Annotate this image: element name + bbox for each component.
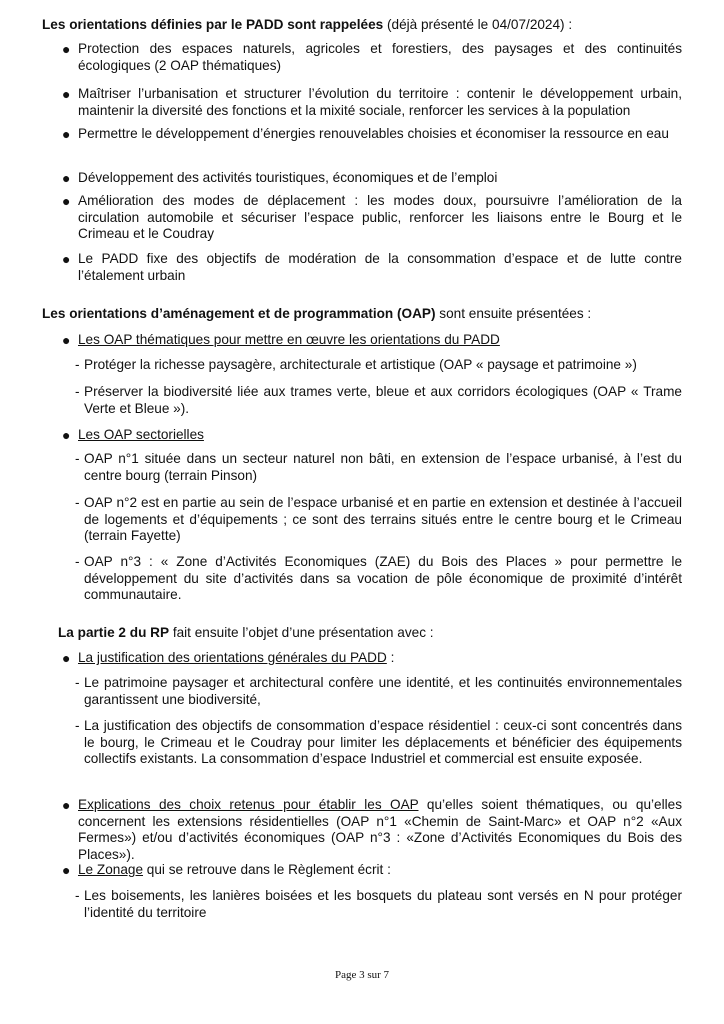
list-item: [62, 41, 682, 74]
dash-icon: -: [75, 675, 80, 690]
list-item: [62, 332, 682, 349]
dash-icon: -: [75, 888, 80, 903]
sub-list-item-text: La justification des objectifs de consommation d’espace résidentiel : ceux-ci sont concentrés dans le bourg, le Crimeau et le Coudray pour limiter les déplacements et bénéficier des équipements collectifs existants. La consommation d’espace Industriel et commercial est ensuite exposée.: [84, 718, 682, 767]
sub-list-item-text: Protéger la richesse paysagère, architecturale et artistique (OAP « paysage et patrimoine »): [84, 357, 637, 372]
rp-heading-rest: fait ensuite l’objet d’une présentation avec :: [169, 625, 434, 640]
list-item-text: Amélioration des modes de déplacement : les modes doux, poursuivre l’amélioration de la circulation automobile et sécuriser l’espace public, renforcer les liaisons entre le Bourg et le Crimeau et le Coudray: [78, 193, 682, 242]
list-item-text: Maîtriser l’urbanisation et structurer l’évolution du territoire : contenir le développement urbain, maintenir la diversité des fonctions et la mixité sociale, renforcer les services à la population: [78, 86, 682, 118]
padd-justification-rest: :: [386, 650, 395, 665]
sub-list-item: [75, 718, 682, 768]
list-item: [62, 797, 682, 863]
rp-heading-bold: La partie 2 du RP: [58, 625, 170, 640]
padd-heading-rest: (déjà présenté le 04/07/2024) :: [383, 17, 573, 32]
oap-choices-rest: qu’elles soient thématiques, ou qu’elles concernent les extensions résidentielles (OAP n°1 «Chemin de Saint-Marc» et OAP n°2 «Aux Fermes») et/ou d’activités économiques (OAP n°3 : «Zone d’Activités Economiques du Bois des Places»).: [78, 797, 682, 862]
padd-heading-bold: Les orientations définies par le PADD sont rappelées: [42, 17, 384, 32]
dash-icon: -: [75, 357, 80, 372]
bullet-icon: ●: [62, 251, 71, 267]
list-item: [62, 862, 682, 879]
sub-list-item: [75, 357, 682, 374]
dash-icon: -: [75, 451, 80, 466]
dash-icon: -: [75, 495, 80, 510]
sub-list-item: [75, 384, 682, 417]
list-item-text: Le PADD fixe des objectifs de modération de la consommation d’espace et de lutte contre l’étalement urbain: [78, 251, 682, 283]
zonage-label: Le Zonage: [78, 862, 144, 877]
list-item-text: Développement des activités touristiques, économiques et de l’emploi: [78, 170, 498, 185]
list-item: [62, 170, 682, 187]
padd-heading: [42, 17, 682, 34]
page-number: Page 3 sur 7: [334, 969, 390, 981]
sub-list-item: [75, 888, 682, 921]
bullet-icon: ●: [62, 427, 71, 443]
list-item: [62, 427, 682, 444]
sub-list-item-text: Préserver la biodiversité liée aux trames verte, bleue et aux corridors écologiques (OAP « Trame Verte et Bleue »).: [84, 384, 682, 416]
rp-heading: [58, 625, 698, 642]
zonage-rest: qui se retrouve dans le Règlement écrit :: [143, 862, 391, 877]
bullet-icon: ●: [62, 862, 71, 878]
bullet-icon: ●: [62, 650, 71, 666]
sub-list-item: [75, 675, 682, 708]
list-item: [62, 251, 682, 284]
bullet-icon: ●: [62, 170, 71, 186]
oap-heading: [42, 306, 682, 323]
list-item: [62, 86, 682, 119]
oap-thematic-label: Les OAP thématiques pour mettre en œuvre les orientations du PADD: [78, 332, 500, 347]
oap-heading-rest: sont ensuite présentées :: [435, 306, 592, 321]
list-item: [62, 126, 682, 143]
oap-sector-label: Les OAP sectorielles: [78, 427, 204, 442]
sub-list-item: [75, 495, 682, 545]
sub-list-item: [75, 451, 682, 484]
bullet-icon: ●: [62, 86, 71, 102]
sub-list-item-text: OAP n°2 est en partie au sein de l’espace urbanisé et en partie en extension et destinée à l’accueil de logements et d’équipements ; ce sont des terrains situés entre le centre bourg et le Crimeau (terrain Fayette): [84, 495, 682, 544]
bullet-icon: ●: [62, 193, 71, 209]
dash-icon: -: [75, 554, 80, 569]
sub-list-item: [75, 554, 682, 604]
list-item-text: Protection des espaces naturels, agricoles et forestiers, des paysages et des continuités écologiques (2 OAP thématiques): [78, 41, 682, 73]
list-item: [62, 650, 682, 667]
bullet-icon: ●: [62, 797, 71, 813]
dash-icon: -: [75, 718, 80, 733]
oap-choices-label: Explications des choix retenus pour établir les OAP: [78, 797, 419, 812]
oap-heading-bold: Les orientations d’aménagement et de programmation (OAP): [42, 306, 436, 321]
sub-list-item-text: OAP n°3 : « Zone d’Activités Economiques (ZAE) du Bois des Places » pour permettre le développement du site d’activités dans sa vocation de pôle économique de proximité d’intérêt communautaire.: [84, 554, 682, 603]
sub-list-item-text: OAP n°1 située dans un secteur naturel non bâti, en extension de l’espace urbanisé, à l’est du centre bourg (terrain Pinson): [84, 451, 682, 483]
bullet-icon: ●: [62, 332, 71, 348]
sub-list-item-text: Le patrimoine paysager et architectural confère une identité, et les continuités environnementales garantissent une biodiversité,: [84, 675, 682, 707]
list-item-text: Permettre le développement d’énergies renouvelables choisies et économiser la ressource en eau: [78, 126, 669, 141]
bullet-icon: ●: [62, 126, 71, 142]
list-item: [62, 193, 682, 243]
bullet-icon: ●: [62, 41, 71, 57]
padd-justification-label: La justification des orientations générales du PADD: [78, 650, 387, 665]
dash-icon: -: [75, 384, 80, 399]
sub-list-item-text: Les boisements, les lanières boisées et les bosquets du plateau sont versés en N pour protéger l’identité du territoire: [84, 888, 682, 920]
